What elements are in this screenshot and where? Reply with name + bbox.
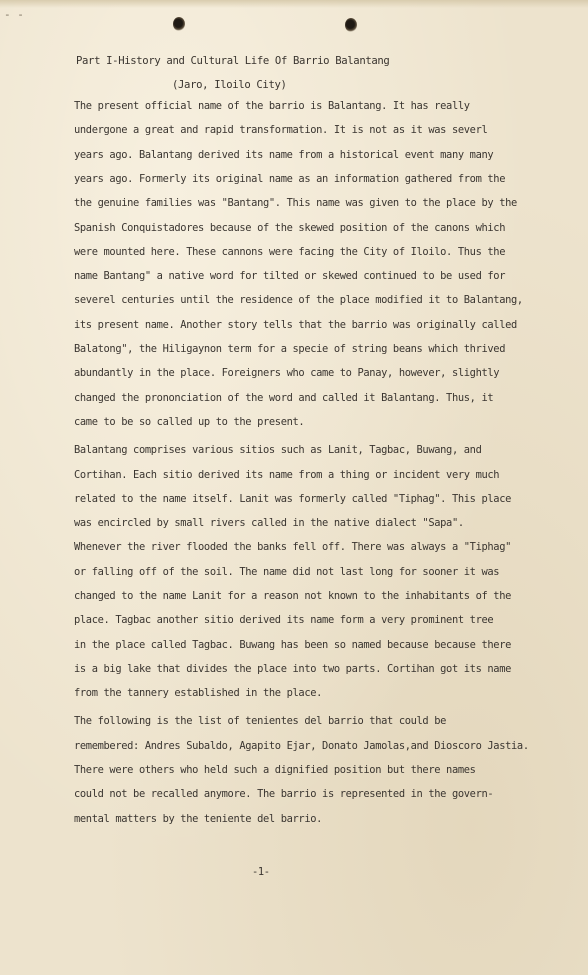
body-line: or falling off of the soil. The name did not last long for sooner it was	[74, 566, 500, 578]
punch-hole-right	[345, 18, 357, 32]
body-line: is a big lake that divides the place into two parts. Cortihan got its name	[74, 663, 512, 675]
page-number: -1-	[252, 866, 270, 878]
body-line: was encircled by small rivers called in the native dialect "Sapa".	[74, 517, 464, 529]
body-line: came to be so called up to the present.	[74, 416, 305, 428]
body-line: from the tannery established in the place.	[74, 687, 323, 699]
body-line: Balatong", the Hiligaynon term for a specie of string beans which thrived	[74, 343, 506, 355]
body-line: could not be recalled anymore. The barrio is represented in the govern-	[74, 788, 494, 800]
body-line: abundantly in the place. Foreigners who came to Panay, however, slightly	[74, 367, 500, 379]
corner-mark: - -	[4, 8, 24, 21]
body-line: Spanish Conquistadores because of the skewed position of the canons which	[74, 222, 506, 234]
body-line: Balantang comprises various sitios such as Lanit, Tagbac, Buwang, and	[74, 444, 482, 456]
body-line: were mounted here. These cannons were facing the City of Iloilo. Thus the	[74, 246, 506, 258]
body-line: mental matters by the teniente del barrio.	[74, 813, 323, 825]
body-line: in the place called Tagbac. Buwang has been so named because because there	[74, 639, 512, 651]
body-line: There were others who held such a dignified position but there names	[74, 764, 476, 776]
document-heading: Part I-History and Cultural Life Of Barrio Balantang	[76, 55, 390, 67]
body-line: its present name. Another story tells that the barrio was originally called	[74, 319, 517, 331]
body-line: The following is the list of tenientes del barrio that could be	[74, 715, 447, 727]
body-line: undergone a great and rapid transformation. It is not as it was severl	[74, 124, 488, 136]
paper-edge	[0, 0, 588, 8]
body-line: place. Tagbac another sitio derived its name form a very prominent tree	[74, 614, 494, 626]
body-line: changed the prononciation of the word and called it Balantang. Thus, it	[74, 392, 494, 404]
body-line: Whenever the river flooded the banks fell off. There was always a "Tiphag"	[74, 541, 512, 553]
body-line: the genuine families was "Bantang". This name was given to the place by the	[74, 197, 517, 209]
body-line: The present official name of the barrio is Balantang. It has really	[74, 100, 470, 112]
punch-hole-left	[173, 17, 185, 31]
body-line: name Bantang" a native word for tilted or skewed continued to be used for	[74, 270, 506, 282]
body-line: changed to the name Lanit for a reason not known to the inhabitants of the	[74, 590, 512, 602]
body-line: related to the name itself. Lanit was formerly called "Tiphag". This place	[74, 493, 512, 505]
body-line: years ago. Formerly its original name as an information gathered from the	[74, 173, 506, 185]
body-line: remembered: Andres Subaldo, Agapito Ejar, Donato Jamolas,and Dioscoro Jastia.	[74, 740, 529, 752]
body-line: Cortihan. Each sitio derived its name from a thing or incident very much	[74, 469, 500, 481]
body-line: severel centuries until the residence of the place modified it to Balantang,	[74, 294, 523, 306]
document-subheading: (Jaro, Iloilo City)	[172, 79, 287, 91]
body-line: years ago. Balantang derived its name from a historical event many many	[74, 149, 494, 161]
